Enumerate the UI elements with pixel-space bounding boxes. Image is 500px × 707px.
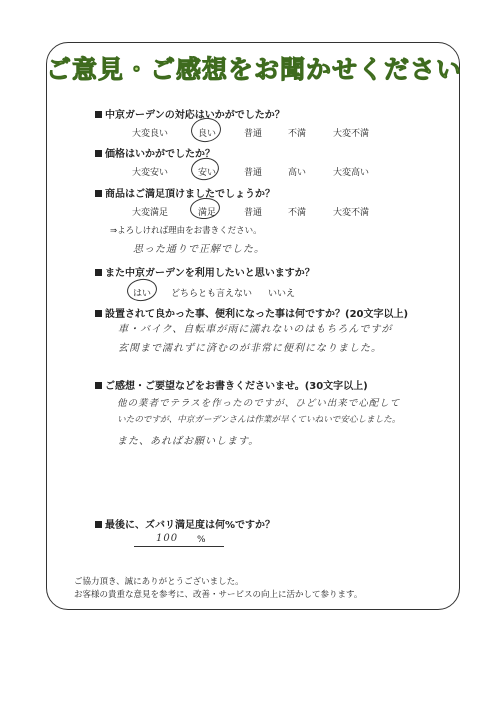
question-3-label: 商品はご満足頂けましたでしょうか？ [105, 189, 275, 200]
q4-option-1[interactable]: はい [133, 289, 152, 299]
q6-answer-line-1[interactable]: 他の業者でテラスを作ったのですが、ひどい出来で心配して [117, 398, 401, 409]
q2-option-5[interactable]: 大変高い [333, 168, 370, 178]
bullet-square-icon [95, 111, 102, 118]
bullet-square-icon [95, 310, 102, 317]
question-7 [95, 516, 275, 531]
bullet-square-icon [95, 521, 102, 528]
question-6 [95, 377, 368, 392]
question-2-label: 価格はいかがでしたか？ [105, 149, 215, 160]
bullet-square-icon [95, 150, 102, 157]
question-5 [95, 305, 408, 320]
q2-option-2[interactable]: 安い [198, 168, 217, 178]
q3-reason-prompt: ⇒よろしければ理由をお書きください。 [110, 226, 262, 236]
q1-option-3[interactable]: 普通 [244, 129, 263, 139]
question-5-label: 設置されて良かった事、便利になった事は何ですか？(20文字以上) [105, 309, 409, 320]
q2-option-1[interactable]: 大変安い [132, 168, 169, 178]
question-1-label: 中京ガーデンの対応はいかがでしたか？ [105, 110, 285, 121]
bullet-square-icon [95, 382, 102, 389]
q7-percent-unit: % [197, 535, 206, 545]
page-title: ご意見・ご感想をお聞かせください [46, 55, 463, 84]
q3-option-1[interactable]: 大変満足 [132, 208, 169, 218]
q3-option-2[interactable]: 満足 [198, 208, 217, 218]
q6-answer-line-2[interactable]: いたのですが、中京ガーデンさんは作業が早くていねいで安心しました。 [117, 415, 401, 425]
q4-option-2[interactable]: どちらとも言えない [171, 289, 253, 299]
q7-answer-underline [134, 546, 224, 547]
question-4-label: また中京ガーデンを利用したいと思いますか？ [105, 268, 315, 279]
question-7-label: 最後に、ズバリ満足度は何%ですか？ [105, 520, 276, 531]
question-2 [95, 145, 215, 160]
q6-answer-line-3[interactable]: また、あればお願いします。 [117, 436, 260, 447]
q5-answer-line-1[interactable]: 車・バイク、自転車が雨に濡れないのはもちろんですが [118, 324, 393, 335]
q2-option-4[interactable]: 高い [288, 168, 307, 178]
question-6-label: ご感想・ご要望などをお書きくださいませ。(30文字以上) [105, 381, 368, 392]
q3-option-3[interactable]: 普通 [244, 208, 263, 218]
bullet-square-icon [95, 269, 102, 276]
q4-option-3[interactable]: いいえ [268, 289, 296, 299]
q1-option-1[interactable]: 大変良い [132, 129, 169, 139]
q5-answer-line-2[interactable]: 玄関まで濡れずに済むのが非常に便利になりました。 [118, 343, 382, 354]
q3-option-4[interactable]: 不満 [288, 208, 307, 218]
question-3 [95, 185, 275, 200]
question-4 [95, 264, 315, 279]
q7-answer-value[interactable]: 100 [156, 533, 179, 544]
bullet-square-icon [95, 190, 102, 197]
footer-note: お客様の貴重な意見を参考に、改善・サービスの向上に活かして参ります。 [74, 590, 363, 600]
q1-option-2[interactable]: 良い [198, 129, 217, 139]
q3-option-5[interactable]: 大変不満 [333, 208, 370, 218]
q1-option-4[interactable]: 不満 [288, 129, 307, 139]
q2-option-3[interactable]: 普通 [244, 168, 263, 178]
q1-option-5[interactable]: 大変不満 [333, 129, 370, 139]
footer-thanks: ご協力頂き、誠にありがとうございました。 [74, 577, 244, 587]
q3-reason-answer[interactable]: 思った通りで正解でした。 [133, 244, 265, 255]
question-1 [95, 106, 285, 121]
